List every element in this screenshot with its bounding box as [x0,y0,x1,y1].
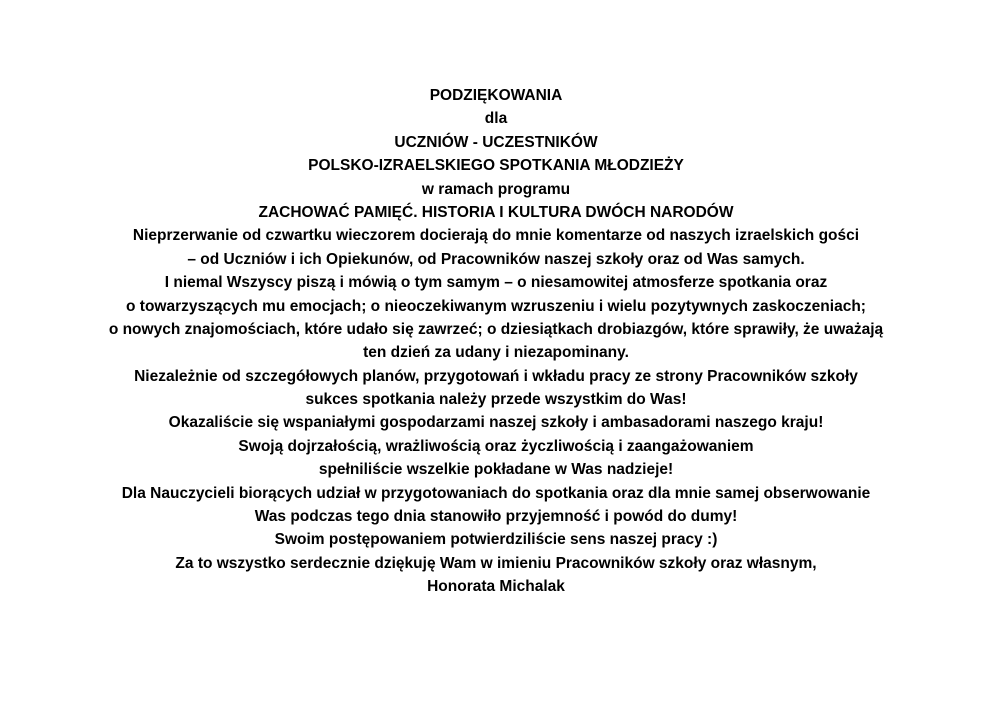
body-line: ten dzień za udany i niezapominany. [363,344,629,362]
heading-title: PODZIĘKOWANIA [429,87,563,104]
body-line: I niemal Wszyscy piszą i mówią o tym samym – o niesamowitej atmosferze spotkania oraz [164,274,828,292]
body-line: o nowych znajomościach, które udało się zawrzeć; o dziesiątkach drobiazgów, które sprawiły, że uważają [108,320,884,338]
heading-program-name: ZACHOWAĆ PAMIĘĆ. HISTORIA I KULTURA DWÓCH NARODÓW [258,203,734,221]
body-line: Za to wszystko serdecznie dziękuję Wam w imieniu Pracowników szkoły oraz własnym, [175,554,817,572]
signature: Honorata Michalak [427,578,565,596]
body-line: spełniliście wszelkie pokładane w Was nadzieje! [318,461,674,479]
body-line: Swoją dojrzałością, wrażliwością oraz życzliwością i zaangażowaniem [238,437,754,455]
body-line: Niezależnie od szczegółowych planów, przygotowań i wkładu pracy ze strony Pracowników szkoły [134,367,858,385]
body-line: sukces spotkania należy przede wszystkim do Was! [305,391,687,409]
heading-recipients: UCZNIÓW - UCZESTNIKÓW [394,133,598,151]
heading-for: dla [484,110,508,128]
document-body [0,224,992,575]
document-heading [0,84,992,224]
body-line: Was podczas tego dnia stanowiło przyjemność i powód do dumy! [254,508,738,526]
body-line: Swoim postępowaniem potwierdziliście sens naszej pracy :) [274,531,718,549]
body-line: Dla Nauczycieli biorących udział w przygotowaniach do spotkania oraz dla mnie samej obserwowanie [121,484,871,502]
heading-program-intro: w ramach programu [421,180,571,198]
body-line: Okazaliście się wspaniałymi gospodarzami naszej szkoły i ambasadorami naszego kraju! [168,414,824,432]
body-line: Nieprzerwanie od czwartku wieczorem docierają do mnie komentarze od naszych izraelskich gości [132,227,860,245]
document-page [0,84,992,599]
heading-event-name: POLSKO-IZRAELSKIEGO SPOTKANIA MŁODZIEŻY [308,157,684,175]
body-line: o towarzyszących mu emocjach; o nieoczekiwanym wzruszeniu i wielu pozytywnych zaskoczeniach; [126,297,866,315]
body-line: – od Uczniów i ich Opiekunów, od Pracowników naszej szkoły oraz od Was samych. [187,250,805,268]
